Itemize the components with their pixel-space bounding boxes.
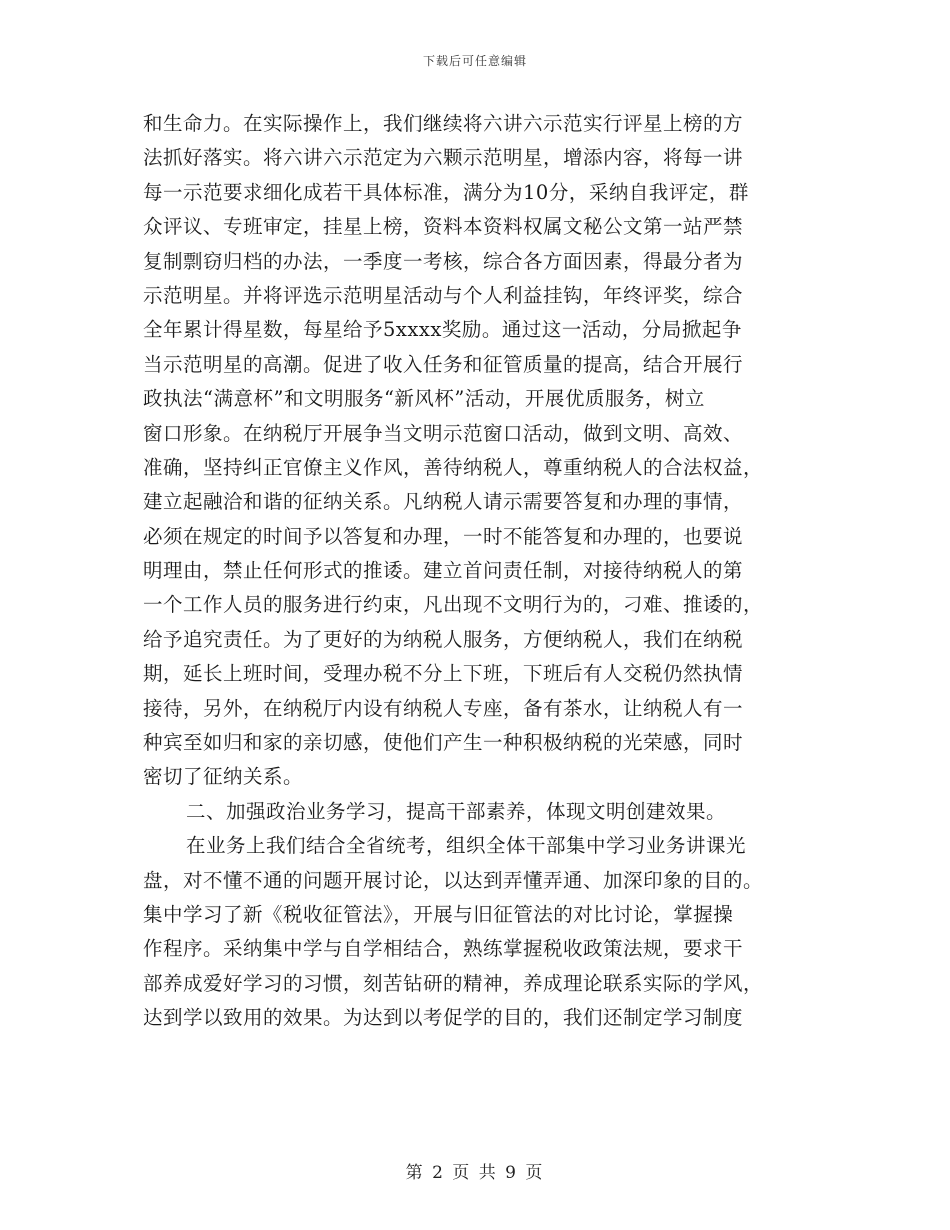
text-line: 法抓好落实。将六讲六示范定为六颗示范明星，增添内容，将每一讲 — [143, 146, 744, 170]
text-line: 接待，另外，在纳税厅内设有纳税人专座，备有茶水，让纳税人有一 — [143, 696, 744, 720]
text-line: 必须在规定的时间予以答复和办理，一时不能答复和办理的，也要说 — [143, 524, 744, 548]
text-line: 给予追究责任。为了更好的为纳税人服务，方便纳税人，我们在纳税 — [143, 627, 744, 651]
text-line: 和生命力。在实际操作上，我们继续将六讲六示范实行评星上榜的方 — [143, 112, 744, 135]
section-heading: 二、加强政治业务学习，提高干部素养，体现文明创建效果。 — [186, 799, 727, 823]
text-line: 建立起融洽和谐的征纳关系。凡纳税人请示需要答复和办理的事情， — [143, 490, 744, 514]
text-line: 密切了征纳关系。 — [143, 765, 304, 789]
text-line: 窗口形象。在纳税厅开展争当文明示范窗口活动，做到文明、高效、 — [143, 421, 744, 445]
text-line: 全年累计得星数，每星给予5xxxx奖励。通过这一活动，分局掀起争 — [143, 318, 742, 342]
text-line: 当示范明星的高潮。促进了收入任务和征管质量的提高，结合开展行 — [143, 352, 744, 376]
text-line: 每一示范要求细化成若干具体标准，满分为10分，采纳自我评定，群 — [143, 180, 749, 204]
text-line: 示范明星。并将评选示范明星活动与个人利益挂钩，年终评奖，综合 — [143, 283, 744, 307]
text-line: 一个工作人员的服务进行约束，凡出现不文明行为的，刁难、推诿的， — [143, 593, 764, 617]
text-line: 种宾至如归和家的亲切感，使他们产生一种积极纳税的光荣感，同时 — [143, 731, 744, 755]
page-header: 下载后可任意编辑 — [422, 54, 527, 68]
text-line: 众评议、专班审定，挂星上榜，资料本资料权属文秘公文第一站严禁 — [143, 215, 744, 239]
text-line: 部养成爱好学习的习惯，刻苦钻研的精神，养成理论联系实际的学风， — [143, 971, 764, 995]
paragraph-start: 在业务上我们结合全省统考，组织全体干部集中学习业务讲课光 — [186, 834, 747, 858]
text-line: 作程序。采纳集中学与自学相结合，熟练掌握税收政策法规，要求干 — [143, 937, 744, 961]
text-line: 复制剽窃归档的办法，一季度一考核，综合各方面因素，得最分者为 — [143, 249, 744, 273]
text-line: 准确，坚持纠正官僚主义作风，善待纳税人，尊重纳税人的合法权益， — [143, 455, 764, 479]
text-line: 期，延长上班时间，受理办税不分上下班，下班后有人交税仍然执情 — [143, 662, 744, 686]
text-line: 达到学以致用的效果。为达到以考促学的目的，我们还制定学习制度 — [143, 1006, 744, 1030]
text-line: 集中学习了新《税收征管法》，开展与旧征管法的对比讨论，掌握操 — [143, 902, 734, 926]
text-line: 政执法“满意杯”和文明服务“新风杯”活动，开展优质服务，树立 — [143, 387, 705, 411]
page-number: 第 2 页 共 9 页 — [405, 1163, 545, 1183]
text-line: 明理由，禁止任何形式的推诿。建立首问责任制，对接待纳税人的第 — [143, 559, 744, 583]
text-line: 盘，对不懂不通的问题开展讨论，以达到弄懂弄通、加深印象的目的。 — [143, 868, 764, 892]
document-body — [143, 107, 803, 1036]
